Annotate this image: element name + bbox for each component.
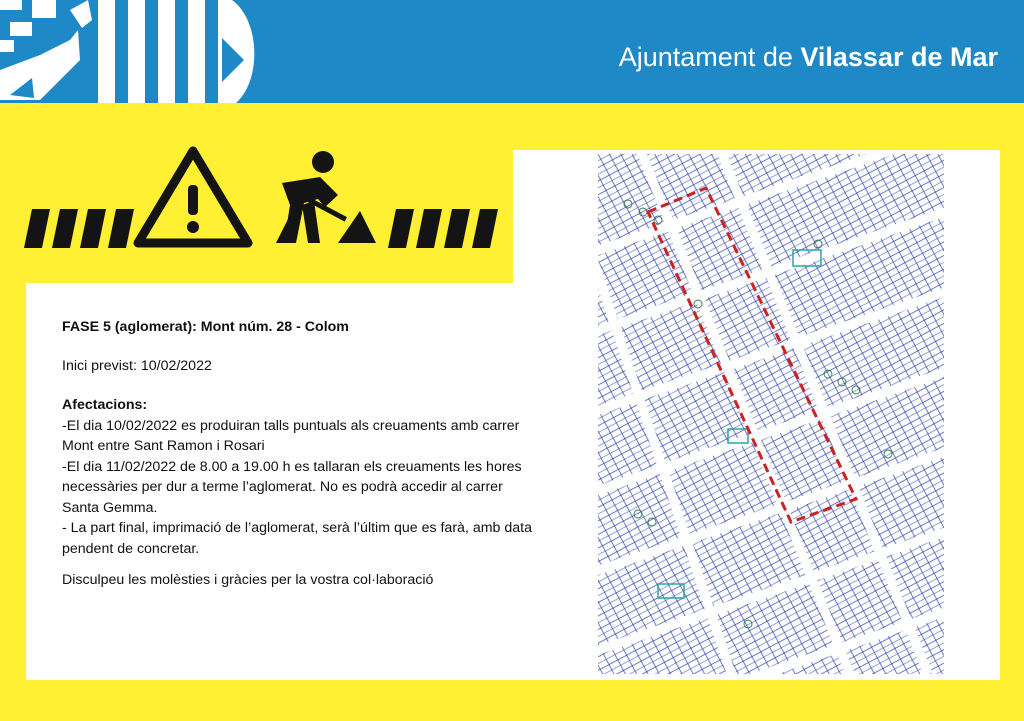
hazard-stripes-icon [24, 209, 498, 248]
town-shield-logo-icon [0, 0, 270, 103]
affects-line: Santa Gemma. [62, 499, 158, 516]
affects-line: Mont entre Sant Ramon i Rosari [62, 438, 265, 454]
header-banner [0, 0, 1024, 103]
roadworks-warning-graphic [20, 145, 510, 255]
affects-line: -El dia 10/02/2022 es produiran talls puntuals als creuaments amb carrer [62, 417, 520, 434]
street-plan-map [598, 154, 944, 674]
warning-triangle-icon [138, 151, 248, 243]
road-worker-icon [276, 151, 376, 243]
affects-line: pendent de concretar. [62, 540, 200, 557]
affects-heading: Afectacions: [62, 397, 148, 413]
notice-title: FASE 5 (aglomerat): Mont núm. 28 - Colom [62, 319, 349, 335]
organization-name: Ajuntament de Vilassar de Mar [618, 42, 998, 72]
affects-line: necessàries per dur a terme l’aglomerat. No es podrà accedir al carrer [62, 479, 503, 495]
closing-note: Disculpeu les molèsties i gràcies per la vostra col·laboració [62, 572, 434, 588]
start-date: Inici previst: 10/02/2022 [62, 357, 212, 374]
affects-line: - La part final, imprimació de l’aglomerat, serà l’últim que es farà, amb data [62, 520, 532, 536]
affects-line: -El dia 11/02/2022 de 8.00 a 19.00 h es tallaran els creuaments les hores [62, 458, 522, 475]
notice-content [62, 317, 582, 591]
